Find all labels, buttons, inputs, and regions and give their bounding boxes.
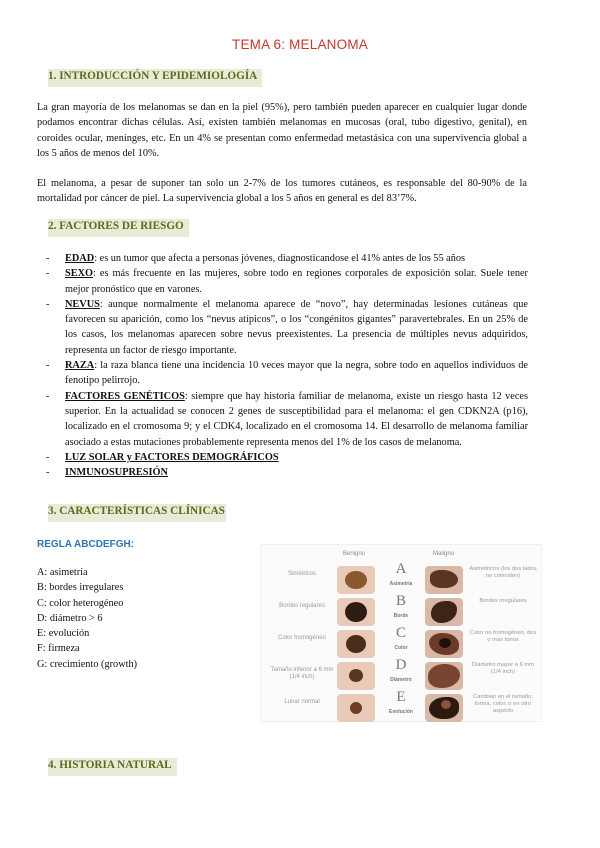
risk-term: RAZA — [65, 360, 95, 372]
malignant-label: Color no homogéneo, dos o más tonos — [469, 630, 537, 643]
section-heading-clinical — [48, 504, 568, 522]
section-title: 2. FACTORES DE RIESGO — [48, 220, 184, 232]
bullet-dash: - — [46, 390, 50, 402]
list-item: E: evolución — [37, 628, 90, 640]
risk-term: LUZ SOLAR y FACTORES DEMOGRÁFICOS — [65, 451, 279, 463]
benign-label: Simétricos — [287, 571, 316, 577]
bullet-dash: - — [46, 451, 50, 463]
section-title: 1. INTRODUCCIÓN Y EPIDEMIOLOGÍA — [48, 70, 258, 82]
abcde-word: Color — [394, 645, 408, 651]
risk-term: FACTORES GENÉTICOS — [65, 390, 185, 402]
benign-label: Color homogéneo — [278, 635, 326, 641]
malignant-lesion-image — [425, 694, 463, 722]
risk-term: NEVUS — [65, 298, 100, 310]
figure-row-e — [261, 691, 541, 725]
benign-label: Bordes regulares — [279, 603, 325, 609]
figure-header-benign: Benigno — [343, 551, 366, 557]
section-title: 3. CARACTERÍSTICAS CLÍNICAS — [48, 505, 225, 517]
risk-text: : aunque normalmente el melanoma aparece de “novo”, hay determinadas lesiones cutáneas que favorecen su aparición, como los “nevus atípicos”, o los “congénitos gigantes” paravertebrales. En un 25% de los casos, los melanomas aparecen sobre nevus preexistentes. La presencia de múltiples nevus adquiridos, representa un factor de riesgo importante. — [65, 298, 528, 356]
abcde-figure — [260, 544, 542, 722]
risk-factor-list — [46, 251, 528, 480]
benign-label: Tamaño inferior a 6 mm (1/4 inch) — [270, 667, 334, 680]
risk-text: : la raza blanca tiene una incidencia 10 veces mayor que la negra, sobre todo en aquellos individuos de fenotipo pelirrojo. — [65, 360, 528, 387]
benign-lesion-image — [337, 598, 375, 626]
list-item: B: bordes irregulares — [37, 582, 124, 594]
bullet-dash: - — [46, 298, 50, 310]
risk-term: SEXO — [65, 268, 94, 280]
malignant-lesion-image — [425, 630, 463, 658]
rule-title: REGLA ABCDEFGH: — [37, 539, 135, 550]
malignant-lesion-image — [425, 662, 463, 690]
figure-row-d — [261, 659, 541, 693]
benign-label: Lunar normal — [284, 699, 320, 705]
benign-lesion-image — [337, 566, 375, 594]
section-heading-natural-history — [48, 758, 568, 776]
abcde-letter: C — [395, 625, 406, 641]
list-item — [46, 358, 528, 389]
malignant-label: Cambian en el tamaño, forma, color, o en otro aspecto — [473, 694, 533, 714]
bullet-dash: - — [46, 268, 50, 280]
list-item: G: crecimiento (growth) — [37, 658, 138, 670]
list-item — [46, 389, 528, 450]
malignant-label: Asimétricos (los dos lados no coinciden) — [469, 566, 537, 579]
list-item — [46, 251, 528, 266]
abcde-letter: B — [395, 593, 406, 609]
page-title: TEMA 6: MELANOMA — [232, 37, 368, 52]
abcde-word: Evolución — [389, 709, 413, 715]
figure-row-c — [261, 627, 541, 661]
intro-paragraph-2: El melanoma, a pesar de suponer tan solo un 2-7% de los tumores cutáneos, es responsable del 80-90% de la mortalidad por cáncer de piel. La supervivencia global a los 5 años en general es del 83’7%. — [37, 178, 527, 205]
section-heading-intro — [48, 69, 568, 87]
benign-lesion-image — [337, 630, 375, 658]
list-item — [46, 297, 528, 358]
abcdefgh-list — [37, 565, 137, 672]
abcde-word: Borde — [393, 613, 409, 619]
section-title: 4. HISTORIA NATURAL — [48, 759, 172, 771]
abcde-letter: D — [395, 657, 407, 673]
figure-header-malignant: Maligno — [433, 551, 455, 557]
list-item — [46, 266, 528, 297]
figure-row-a — [261, 563, 541, 597]
risk-term: INMUNOSUPRESIÓN — [65, 467, 168, 479]
risk-term: EDAD — [65, 253, 95, 264]
malignant-lesion-image — [425, 598, 463, 626]
list-item — [46, 450, 528, 465]
abcde-letter: A — [395, 561, 407, 577]
bullet-dash: - — [46, 253, 50, 264]
benign-lesion-image — [337, 662, 375, 690]
list-item: D: diámetro > 6 — [37, 612, 103, 624]
risk-text: : siempre que hay historia familiar de melanoma, existe un riesgo hasta 12 veces superior. En la actualidad se conocen 2 genes de susceptibilidad para el melanoma: el gen CDKN2A (p16), localizado en el cromosoma 9; y el CDK4, localizado en el cromosoma 14. El desarrollo de melanoma familiar asociado a estas mutaciones probablemente representa menos del 1% de los casos de melanoma. — [65, 390, 529, 448]
list-item: C: color heterogéneo — [37, 597, 124, 609]
risk-text: : es más frecuente en las mujeres, sobre todo en regiones corporales de exposición solar. Suele tener mejor pronóstico que en varones. — [65, 268, 528, 295]
malignant-label: Diámetro mayor a 6 mm (1/4 inch) — [471, 662, 535, 675]
figure-row-b — [261, 595, 541, 629]
list-item — [46, 465, 528, 480]
list-item: A: asimetría — [37, 567, 88, 578]
abcde-word: Diámetro — [390, 677, 412, 683]
abcde-letter: E — [396, 689, 406, 705]
bullet-dash: - — [46, 467, 50, 479]
benign-lesion-image — [337, 694, 375, 722]
intro-paragraph-1: La gran mayoría de los melanomas se dan en la piel (95%), pero también pueden aparecer en cualquier lugar donde podamos encontrar dichas células. Así, existen también melanomas en mucosas (oral, tubo digestivo, genital), en coroides ocular, meninges, etc. En un 4% se presentan como enfermedad metastásica con una supervivencia global a los 5 años de menos del 10%. — [37, 102, 527, 159]
malignant-lesion-image — [425, 566, 463, 594]
section-heading-risk-factors — [48, 219, 568, 237]
risk-text: : es un tumor que afecta a personas jóvenes, diagnosticandose el 41% antes de los 55 años — [94, 253, 466, 264]
malignant-label: Bordes irregulares — [479, 598, 527, 604]
abcde-word: Asimetría — [389, 581, 413, 587]
list-item: F: firmeza — [37, 643, 80, 655]
bullet-dash: - — [46, 360, 50, 372]
